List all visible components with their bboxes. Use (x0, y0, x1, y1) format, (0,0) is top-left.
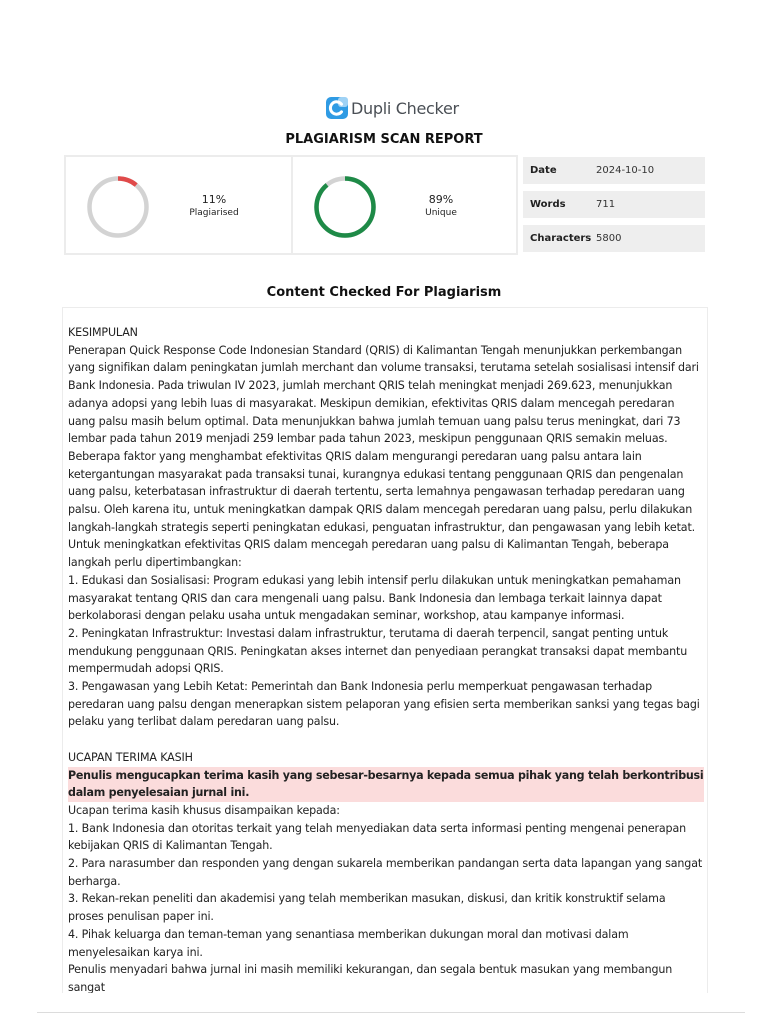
meta-key: Characters (530, 233, 592, 244)
content-paragraph: Penerapan Quick Response Code Indonesian Standard (QRIS) di Kalimantan Tengah menunjukkan perkembangan yang signifikan dalam peningkatan jumlah merchant dan volume transaksi, terutama setelah sosialisasi intensif dari Bank Indonesia. Pada triwulan IV 2023, jumlah merchant QRIS telah meningkat menjadi 269.623, menunjukkan adanya adopsi yang lebih luas di masyarakat. Meskipun demikian, efektivitas QRIS dalam mencegah peredaran uang palsu masih belum optimal. Data menunjukkan bahwa jumlah temuan uang palsu terus meningkat, dari 73 lembar pada tahun 2019 menjadi 259 lembar pada tahun 2023, meskipun penggunaan QRIS semakin meluas. (68, 343, 699, 446)
logo-c-icon (326, 97, 348, 119)
content-list-item: 1. Bank Indonesia dan otoritas terkait yang telah menyediakan data serta informasi penting mengenai penerapan kebijakan QRIS di Kalimantan Tengah. (68, 821, 686, 853)
unique-stat (291, 157, 516, 253)
duplichecker-logo (326, 95, 459, 121)
meta-key: Date (530, 165, 557, 176)
meta-row-date (523, 157, 705, 184)
logo-wordmark: Dupli Checker (351, 98, 459, 118)
content-paragraph: Ucapan terima kasih khusus disampaikan kepada: (68, 803, 340, 817)
content-list-item: 1. Edukasi dan Sosialisasi: Program edukasi yang lebih intensif perlu dilakukan untuk meningkatkan pemahaman masyarakat tentang QRIS dan cara mengenali uang palsu. Bank Indonesia dan lembaga terkait lainnya dapat berkolaborasi dengan pelaku usaha untuk mengadakan seminar, workshop, atau kampanye informasi. (68, 573, 681, 623)
plagiarism-highlight: Penulis mengucapkan terima kasih yang sebesar-besarnya kepada semua pihak yang telah berkontribusi dalam penyelesaian jurnal ini. (68, 767, 704, 802)
content-heading: UCAPAN TERIMA KASIH (68, 750, 193, 764)
plagiarised-percent: 11% (201, 193, 227, 206)
checked-content-box (62, 307, 708, 993)
content-list-item: 4. Pihak keluarga dan teman-teman yang senantiasa memberikan dukungan moral dan motivasi dalam menyelesaikan karya ini. (68, 927, 629, 959)
content-list-item: 2. Peningkatan Infrastruktur: Investasi dalam infrastruktur, terutama di daerah terpencil, sangat penting untuk mendukung penggunaan QRIS. Peningkatan akses internet dan penyediaan perangkat transaksi dapat membantu mempermudah adopsi QRIS. (68, 626, 688, 676)
meta-key: Words (530, 199, 566, 210)
plagiarised-ring-track (90, 179, 147, 236)
meta-value: 2024-10-10 (596, 165, 655, 176)
content-heading: KESIMPULAN (68, 326, 138, 339)
stats-panel (64, 155, 518, 255)
content-list-item: 3. Rekan-rekan peneliti dan akademisi yang telah memberikan masukan, diskusi, dan kritik konstruktif selama proses penulisan paper ini. (68, 892, 666, 924)
meta-row-characters (523, 225, 705, 252)
meta-value: 5800 (596, 233, 622, 244)
checked-content-text (68, 324, 704, 993)
plagiarised-stat (66, 157, 291, 253)
meta-row-words (523, 191, 705, 218)
unique-percent: 89% (428, 193, 454, 206)
report-title: PLAGIARISM SCAN REPORT (285, 132, 483, 147)
plagiarised-ring-chart (86, 175, 150, 239)
meta-value: 711 (596, 199, 616, 210)
content-section-title: Content Checked For Plagiarism (266, 285, 502, 300)
unique-ring-chart (313, 175, 377, 239)
unique-ring-value (317, 179, 374, 236)
content-paragraph: Beberapa faktor yang menghambat efektivitas QRIS dalam mengurangi peredaran uang palsu antara lain ketergantungan masyarakat pada transaksi tunai, kurangnya edukasi tentang penggunaan QRIS dan pengenalan uang palsu, keterbatasan infrastruktur di daerah tertentu, serta lemahnya pengawasan terhadap peredaran uang palsu. Oleh karena itu, untuk meningkatkan dampak QRIS dalam mencegah peredaran uang palsu, perlu dilakukan langkah-langkah strategis seperti peningkatan edukasi, penguatan infrastruktur, dan pengawasan yang lebih ketat. (68, 449, 696, 534)
unique-label: Unique (425, 208, 457, 218)
content-paragraph: Penulis menyadari bahwa jurnal ini masih memiliki kekurangan, dan segala bentuk masukan yang membangun sangat (68, 963, 673, 993)
content-paragraph: Untuk meningkatkan efektivitas QRIS dalam mencegah peredaran uang palsu di Kalimantan Tengah, beberapa langkah perlu dipertimbangkan: (68, 538, 669, 570)
plagiarised-label: Plagiarised (189, 208, 239, 218)
paragraph-gap (68, 731, 704, 749)
page-bottom-divider (37, 1012, 745, 1013)
content-list-item: 2. Para narasumber dan responden yang dengan sukarela memberikan pandangan serta data lapangan yang sangat berharga. (68, 857, 703, 888)
content-list-item: 3. Pengawasan yang Lebih Ketat: Pemerintah dan Bank Indonesia perlu memperkuat pengawasan terhadap peredaran uang palsu dengan menerapkan sistem pelaporan yang efisien serta memberikan sanksi yang tegas bagi pelaku yang terlibat dalam peredaran uang palsu. (68, 680, 700, 729)
